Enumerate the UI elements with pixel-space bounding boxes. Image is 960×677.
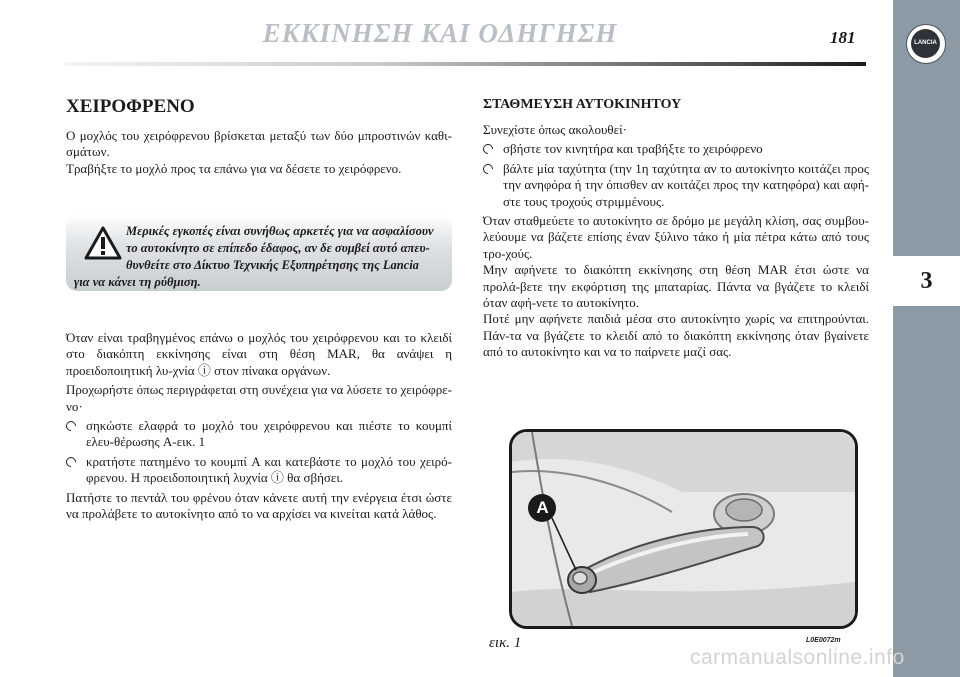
- warning-box: [66, 214, 452, 291]
- chapter-title: ΕΚΚΙΝΗΣΗ ΚΑΙ ΟΔΗΓΗΣΗ: [262, 18, 618, 48]
- callout-label-a: A: [536, 498, 549, 517]
- chapter-sidebar: [893, 0, 960, 677]
- chapter-number-tab[interactable]: 3: [893, 256, 960, 306]
- warning-text: [74, 223, 446, 291]
- bullet-icon: [481, 142, 495, 156]
- section-heading-handbrake: ΧΕΙΡΟΦΡΕΝΟ: [66, 96, 195, 117]
- handbrake-drawing: [512, 432, 855, 626]
- paragraph: Όταν είναι τραβηγμένος επάνω ο μοχλός του χειρόφρενου και το κλειδί στο διακόπτη εκκίνησης είναι στη θέση MAR, θα ανάψει η προειδοποιητική λυ-χνία ⓘ στον πίνακα οργάνων.: [66, 330, 452, 378]
- page-number: 181: [830, 28, 856, 47]
- paragraph: Τραβήξτε το μοχλό προς τα επάνω για να δέσετε το χειρόφρενο.: [66, 160, 402, 176]
- figure-caption: εικ. 1: [489, 635, 522, 651]
- list-item-text: σηκώστε ελαφρά το μοχλό του χειρόφρενου και πιέστε το κουμπί ελευ-θέρωσης A-εικ. 1: [86, 418, 452, 450]
- list-item-text: κρατήστε πατημένο το κουμπί A και κατεβάστε το μοχλό του χειρό-φρενου. Η προειδοποιητική λυχνία ⓘ θα σβήσει.: [86, 453, 452, 486]
- logo-emblem: LANCIA: [911, 29, 940, 58]
- watermark-text[interactable]: carmanualsonline.info: [690, 646, 905, 669]
- figure-code: L0E0072m: [806, 637, 841, 644]
- warning-line: το αυτοκίνητο σε επίπεδο έδαφος, αν δε συμβεί αυτό απευ-: [126, 241, 430, 255]
- paragraph: Όταν σταθμεύετε το αυτοκίνητο σε δρόμο με μεγάλη κλίση, σας συμβου-λεύουμε να βάζετε επίσης έναν ξύλινο τάκο ή μία πέτρα κάτω από τους τρο-χούς.: [483, 213, 869, 261]
- lancia-logo: [906, 24, 946, 64]
- paragraph: Ο μοχλός του χειρόφρενου βρίσκεται μεταξύ των δύο μπροστινών καθι-σμάτων.: [66, 128, 452, 160]
- section-heading-parking: ΣΤΑΘΜΕΥΣΗ ΑΥΤΟΚΙΝΗΤΟΥ: [483, 97, 682, 112]
- left-column-continued: [66, 330, 452, 522]
- list-item: [483, 161, 869, 210]
- right-column: [483, 96, 869, 361]
- warning-line: Μερικές εγκοπές είναι συνήθως αρκετές για να ασφαλίσουν: [126, 224, 434, 238]
- list-item-text: σβήστε τον κινητήρα και τραβήξτε το χειρόφρενο: [503, 141, 763, 157]
- paragraph: Πατήστε το πεντάλ του φρένου όταν κάνετε αυτή την ενέργεια έτσι ώστε να προλάβετε το αυτοκίνητο από το να αρχίσει να κινείται κατά λάθος.: [66, 489, 452, 522]
- bullet-icon: [481, 162, 495, 176]
- warning-line: θυνθείτε στο Δίκτυο Τεχνικής Εξυπηρέτησης της Lancia: [126, 258, 419, 272]
- list-item: [483, 141, 869, 157]
- list-item-text: βάλτε μία ταχύτητα (την 1η ταχύτητα αν το αυτοκίνητο κοιτάζει προς την ανηφόρα ή την όπισθεν αν κοιτάζει προς την κατηφόρα) και αφή-στε τους τροχούς στριμμένους.: [503, 160, 869, 209]
- header-divider: [64, 62, 866, 66]
- paragraph: Μην αφήνετε το διακόπτη εκκίνησης στη θέση MAR έτσι ώστε να προλά-βετε την εκφόρτιση της μπαταρίας. Πάντα να βγάζετε το κλειδί όταν αφή-νετε το αυτοκίνητο.: [483, 262, 869, 311]
- paragraph: Ποτέ μην αφήνετε παιδιά μέσα στο αυτοκίνητο χωρίς να επιτηρούνται. Πάν-τα να βγάζετε το κλειδί από το διακόπτη εκκίνησης όταν βγαίνετε από το αυτοκίνητο και να το παίρνετε μαζί σας.: [483, 311, 869, 360]
- bullet-icon: [64, 455, 78, 469]
- bullet-icon: [64, 419, 78, 433]
- handbrake-illustration: [509, 429, 858, 629]
- paragraph: Συνεχίστε όπως ακολουθεί·: [483, 122, 627, 137]
- paragraph: Προχωρήστε όπως περιγράφεται στη συνέχεια για να λύσετε το χειρόφρε-νο·: [66, 382, 452, 414]
- warning-line: για να κάνει τη ρύθμιση.: [74, 275, 201, 289]
- list-item: [66, 418, 452, 451]
- list-item: [66, 454, 452, 487]
- left-column: [66, 96, 452, 177]
